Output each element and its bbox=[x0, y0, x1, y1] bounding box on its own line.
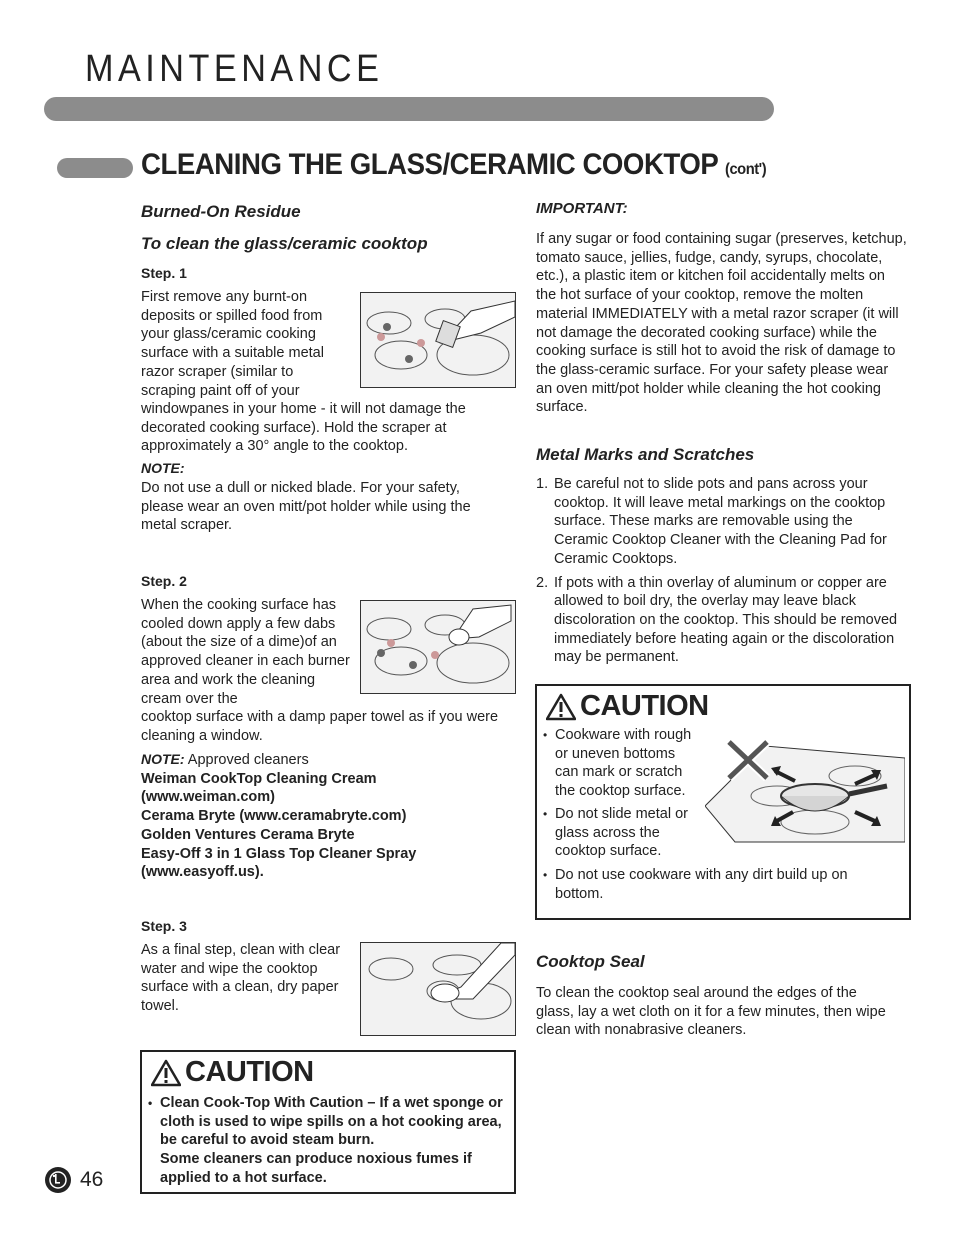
heading-cooktop-seal: Cooktop Seal bbox=[536, 952, 645, 971]
section-title-cont: (cont') bbox=[724, 161, 767, 178]
caution-list bbox=[144, 1094, 508, 1192]
step1-illustration bbox=[360, 292, 516, 388]
step2-note-label: NOTE: bbox=[141, 751, 185, 767]
section-pill-decoration bbox=[57, 158, 133, 178]
step2-text-wrap: When the cooking surface has cooled down apply a few dabs (about the size of a dime)of an approved cleaner in each burner area and work the cleaning cream over the bbox=[141, 597, 350, 707]
caution-title: CAUTION bbox=[185, 1056, 314, 1088]
caution-box-cookware bbox=[535, 684, 911, 920]
caution-box-steam bbox=[140, 1050, 516, 1194]
page-header-title: MAINTENANCE bbox=[85, 48, 384, 90]
heading-clean-cooktop: To clean the glass/ceramic cooktop bbox=[141, 234, 428, 253]
section-title-text: CLEANING THE GLASS/CERAMIC COOKTOP bbox=[141, 148, 718, 181]
cooktop-wipe-icon bbox=[361, 943, 515, 1035]
caution-item: • Cookware with rough or uneven bottoms can mark or scratch the cooktop surface. bbox=[539, 726, 699, 801]
cooktop-cleaner-icon bbox=[361, 601, 515, 693]
step3-label: Step. 3 bbox=[141, 918, 187, 934]
cookware-illustration bbox=[705, 736, 905, 846]
cleaner-item: Cerama Bryte (www.ceramabryte.com) bbox=[141, 808, 407, 825]
caution-item: • Do not slide metal or glass across the cooktop surface. bbox=[539, 805, 699, 861]
page-number: 46 bbox=[80, 1168, 104, 1191]
lg-logo-icon bbox=[45, 1167, 71, 1193]
caution-line: • Clean Cook-Top With Caution – If a wet sponge or cloth is used to wipe spills on a hot cooking area, be careful to avoid steam burn. bbox=[160, 1095, 503, 1149]
caution-title: CAUTION bbox=[580, 690, 709, 722]
caution-list-full bbox=[539, 866, 899, 907]
cooktop-scraper-icon bbox=[361, 293, 515, 387]
step3-illustration bbox=[360, 942, 516, 1036]
step1-label: Step. 1 bbox=[141, 265, 187, 281]
cleaner-item: Weiman CookTop Cleaning Cream (www.weiman.com) bbox=[141, 770, 377, 806]
metal-marks-item: 2. If pots with a thin overlay of aluminum or copper are allowed to boil dry, the overlay may leave black discoloration on the cooktop. This should be removed immediately before heating again or the discoloration may be permanent. bbox=[536, 574, 898, 666]
step2-note-text: Approved cleaners bbox=[187, 752, 309, 768]
step2-illustration bbox=[360, 600, 516, 694]
step2-note bbox=[141, 750, 511, 882]
caution-item: • Do not use cookware with any dirt build up on bottom. bbox=[539, 866, 899, 903]
heading-burned-on-residue: Burned-On Residue bbox=[141, 202, 301, 221]
step1-note-text: Do not use a dull or nicked blade. For your safety, please wear an oven mitt/pot holder while using the metal scraper. bbox=[141, 480, 471, 534]
metal-marks-list bbox=[536, 475, 910, 672]
caution-header bbox=[151, 1056, 314, 1089]
step3-text: As a final step, clean with clear water and wipe the cooktop surface with a clean, dry paper towel. bbox=[141, 942, 341, 1015]
caution-header bbox=[546, 690, 709, 723]
caution-item bbox=[144, 1094, 508, 1188]
step1-text-full: windowpanes in your home - it will not damage the decorated cooking surface). Hold the scraper at approximately a 30° angle to the cooktop. bbox=[141, 401, 466, 455]
pan-sliding-icon bbox=[705, 736, 905, 846]
heading-metal-marks: Metal Marks and Scratches bbox=[536, 445, 755, 464]
caution-line: Some cleaners can produce noxious fumes if applied to a hot surface. bbox=[160, 1151, 472, 1186]
cleaner-item: Easy-Off 3 in 1 Glass Top Cleaner Spray (www.easyoff.us). bbox=[141, 845, 417, 881]
step1-note-label: NOTE: bbox=[141, 460, 185, 476]
warning-triangle-icon bbox=[546, 693, 576, 721]
header-divider-bar bbox=[44, 97, 774, 121]
metal-marks-item: 1. Be careful not to slide pots and pans across your cooktop. It will leave metal markings on the cooktop surface. These marks are removable using the Ceramic Cooktop Cleaner with the Cleaning Pad for Ceramic Cooktops. bbox=[536, 476, 887, 567]
step2-text-full: cooktop surface with a damp paper towel as if you were cleaning a window. bbox=[141, 709, 499, 744]
important-text: If any sugar or food containing sugar (preserves, ketchup, tomato sauce, jellies, fudge, candy, syrups, chocolate, etc.), a plastic item or kitchen foil accidentally melts on the hot surface of your cooktop, remove the molten material IMMEDIATELY with a metal razor scraper (it will not damage the decorated cooking surface) while the cooking surface is still hot to avoid the risk of damage to the glass-ceramic surface. For your safety please wear an oven mitt/pot holder while cleaning the hot cooking surface. bbox=[536, 231, 907, 416]
step2-label: Step. 2 bbox=[141, 573, 187, 589]
important-label: IMPORTANT: bbox=[536, 200, 628, 217]
warning-triangle-icon bbox=[151, 1059, 181, 1087]
cleaner-item: Golden Ventures Cerama Bryte bbox=[141, 826, 355, 843]
caution-list bbox=[539, 726, 699, 865]
step1-text-wrap: First remove any burnt-on deposits or spilled food from your glass/ceramic cooking surface with a suitable metal razor scraper (similar to scraping paint off of your bbox=[141, 289, 324, 399]
section-title bbox=[141, 148, 766, 182]
cooktop-seal-text: To clean the cooktop seal around the edges of the glass, lay a wet cloth on it for a few minutes, then wipe clean with nonabrasive cleaners. bbox=[536, 985, 886, 1039]
